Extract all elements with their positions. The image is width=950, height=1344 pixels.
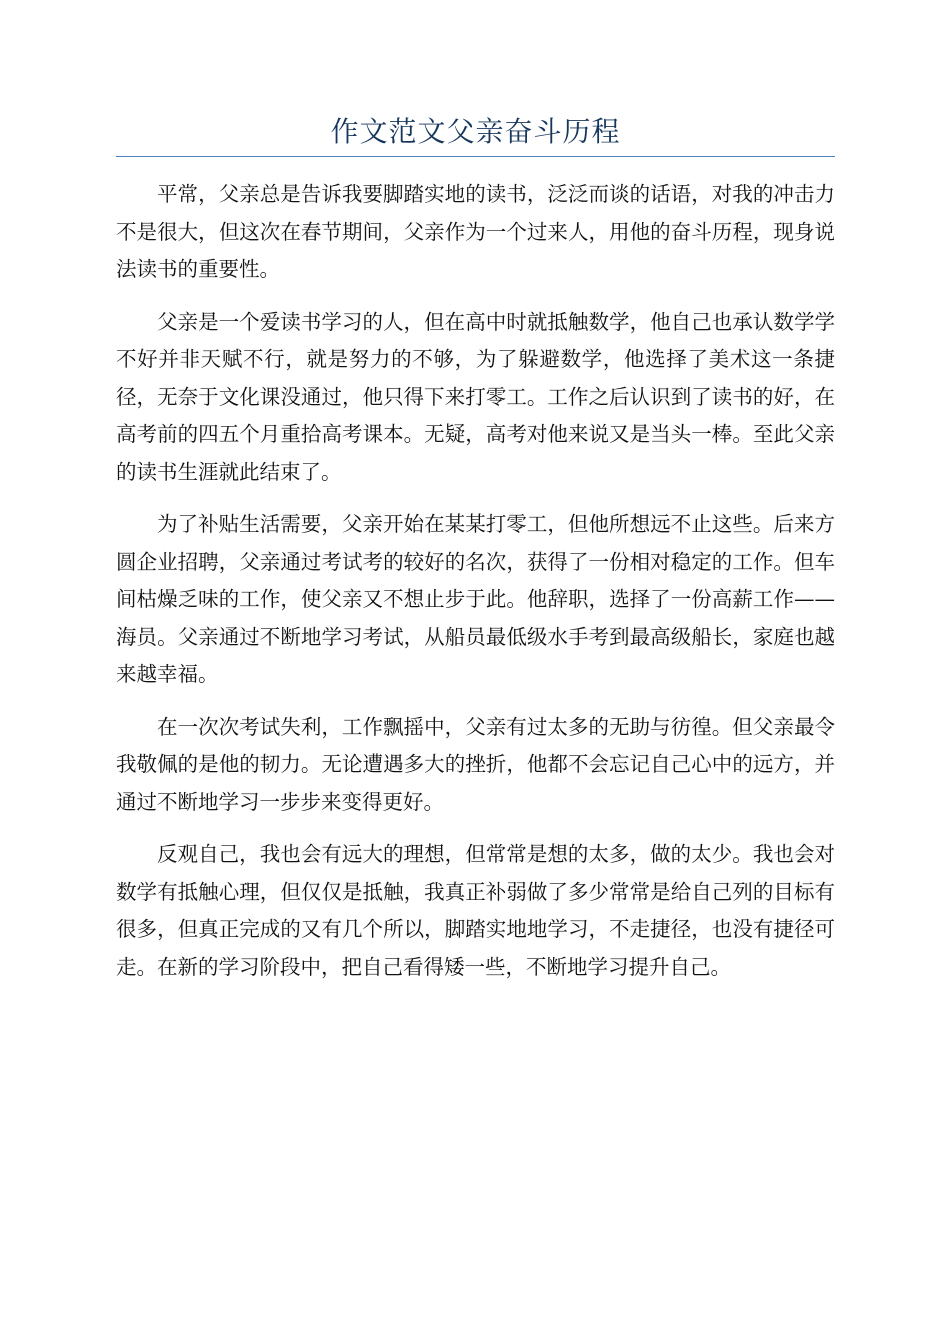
- document-body: [116, 176, 835, 1001]
- paragraph: 为了补贴生活需要，父亲开始在某某打零工，但他所想远不止这些。后来方圆企业招聘，父亲通过考试考的较好的名次，获得了一份相对稳定的工作。但车间枯燥乏味的工作，使父亲又不想止步于此。他辞职，选择了一份高薪工作——海员。父亲通过不断地学习考试，从船员最低级水手考到最高级船长，家庭也越来越幸福。: [116, 512, 835, 686]
- document-title: 作文范文父亲奋斗历程: [330, 115, 621, 148]
- paragraph: 平常，父亲总是告诉我要脚踏实地的读书，泛泛而谈的话语，对我的冲击力不是很大，但这次在春节期间，父亲作为一个过来人，用他的奋斗历程，现身说法读书的重要性。: [116, 182, 835, 281]
- title-block: [116, 112, 835, 157]
- paragraph: 反观自己，我也会有远大的理想，但常常是想的太多，做的太少。我也会对数学有抵触心理，但仅仅是抵触，我真正补弱做了多少常常是给自己列的目标有很多，但真正完成的又有几个所以，脚踏实地地学习，不走捷径，也没有捷径可走。在新的学习阶段中，把自己看得矮一些，不断地学习提升自己。: [116, 842, 835, 979]
- paragraph: 在一次次考试失利，工作飘摇中，父亲有过太多的无助与彷徨。但父亲最令我敬佩的是他的韧力。无论遭遇多大的挫折，他都不会忘记自己心中的远方，并通过不断地学习一步步来变得更好。: [116, 714, 835, 814]
- paragraph: 父亲是一个爱读书学习的人，但在高中时就抵触数学，他自己也承认数学学不好并非天赋不行，就是努力的不够，为了躲避数学，他选择了美术这一条捷径，无奈于文化课没通过，他只得下来打零工。工作之后认识到了读书的好，在高考前的四五个月重拾高考课本。无疑，高考对他来说又是当头一棒。至此父亲的读书生涯就此结束了。: [116, 309, 835, 484]
